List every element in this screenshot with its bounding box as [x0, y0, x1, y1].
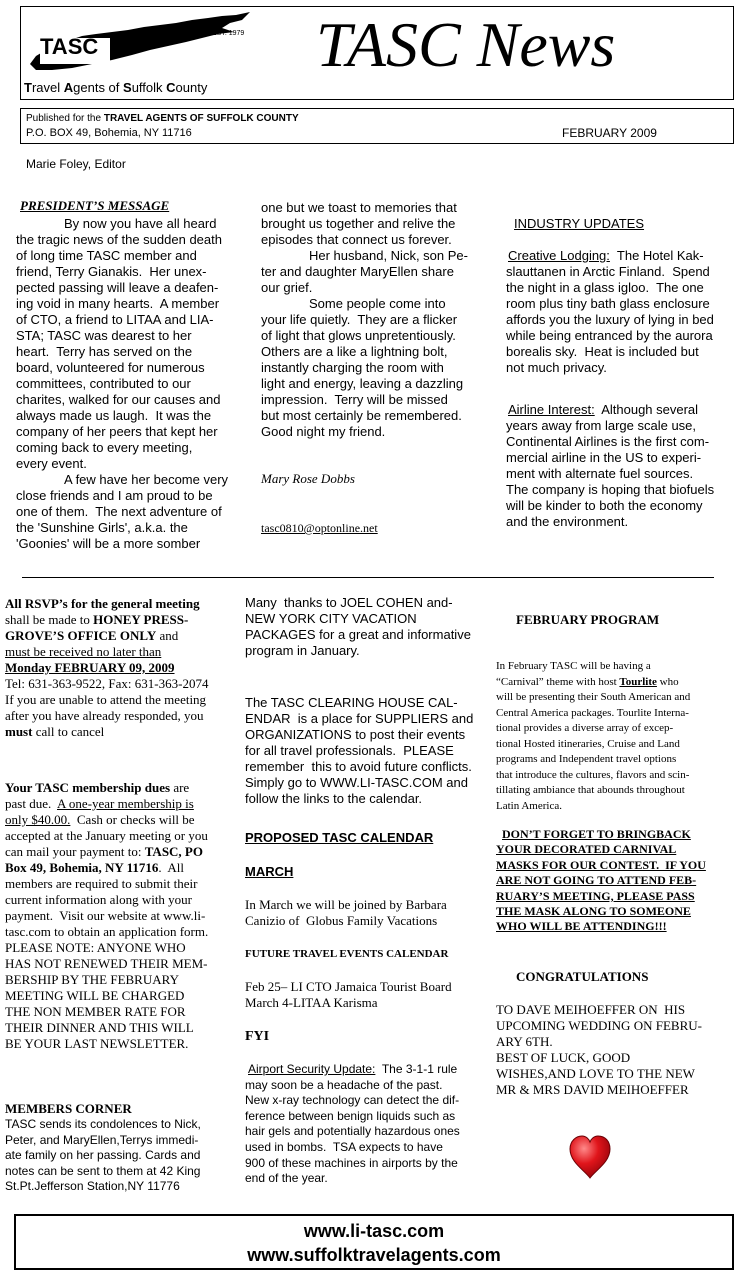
president-email-link[interactable]: tasc0810@optonline.net	[261, 521, 378, 535]
president-p1-line: charites, walked for our causes and	[16, 392, 221, 407]
fyi-heading: FYI	[245, 1029, 270, 1044]
president-p2-line: close friends and I am proud to be	[16, 488, 213, 503]
clearing-house-block: The TASC CLEARING HOUSE CAL- ENDAR is a place for SUPPLIERS and ORGANIZATIONS to post their events for all travel professionals. PLEASE remember this to avoid future conflicts. Simply go to WWW.LI-TASC.COM and follow the links to the calendar.	[245, 695, 474, 806]
march-text: In March we will be joined by Barbara Canizio of Globus Family Vacations	[245, 897, 447, 928]
president-p1-line: company of her peers that kept her	[16, 424, 218, 439]
thanks-block: Many thanks to JOEL COHEN and- NEW YORK CITY VACATION PACKAGES for a great and informative program in January.	[245, 595, 471, 658]
issue-date: FEBRUARY 2009	[562, 126, 657, 140]
president-col2	[261, 200, 493, 440]
members-corner-heading: MEMBERS CORNER	[5, 1101, 132, 1116]
president-p1-line: every event.	[16, 456, 87, 471]
president-p1-line: heart. Terry has served on the	[16, 344, 193, 359]
president-p1-line: friend, Terry Gianakis. Her unex-	[16, 264, 207, 279]
president-p1-line: coming back to every meeting,	[16, 440, 193, 455]
president-c2-line: your life quietly. They are a flicker	[261, 312, 458, 327]
footer-url-1[interactable]: www.li-tasc.com	[303, 1221, 445, 1241]
rsvp-block: All RSVP’s for the general meeting shall be made to HONEY PRESS- GROVE’S OFFICE ONLY and must be received no later than Monday FEBRUARY 09, 2009 Tel: 631-363-9522, Fax: 631-363-2074 If you are unable to attend the meeting after you have already responded, you must call to cancel	[5, 596, 209, 739]
president-p1-line: committees, contributed to our	[16, 376, 191, 391]
president-c2-line: impression. Terry will be missed	[261, 392, 448, 407]
fyi-text: Airport Security Update: The 3-1-1 rule may soon be a headache of the past. New x-ray technology can detect the dif- ference between benign liquids such as hair gels and potentially hazardous ones used in bombs. TSA expects to have 900 of these machines in airports by the end of the year.	[245, 1062, 460, 1186]
president-c2-line: brought us together and relive the	[261, 216, 456, 231]
future-events-heading: FUTURE TRAVEL EVENTS CALENDAR	[245, 948, 449, 960]
president-p2-line: one of them. The next adventure of	[16, 504, 222, 519]
logo-est: EST. 1979	[212, 30, 245, 37]
event-item: March 4-LITAA Karisma	[245, 995, 378, 1010]
president-p1-line: the tragic news of the sudden death	[16, 232, 222, 247]
president-c2-line: Her husband, Nick, son Pe-	[309, 248, 468, 263]
president-heading: PRESIDENT’S MESSAGE	[20, 198, 170, 213]
industry-heading: INDUSTRY UPDATES	[514, 216, 645, 231]
president-c2-line: Some people come into	[309, 296, 446, 311]
march-heading: MARCH	[245, 864, 294, 879]
february-program-heading: FEBRUARY PROGRAM	[516, 612, 660, 627]
president-c2-line: of light that glows unpretentiously.	[261, 328, 456, 343]
february-program-text: In February TASC will be having a “Carnival” theme with host Tourlite who will be presenting their South American and Central America packages. Tourlite Interna- tional provides a diverse array of excep- tional Hosted itineraries, Cruise and Land programs and Independent travel options that introduce the cultures, flavors and scin- tillating ambiance that abounds throughout Latin America.	[496, 660, 691, 812]
president-p1-line: ing void in many hearts. A member	[16, 296, 220, 311]
industry-lodging: Creative Lodging: The Hotel Kak- slauttanen in Arctic Finland. Spend the night in a glass igloo. The one room plus tiny bath glass enclosure affords you the luxury of lying in bed while being entranced by the aurora borealis sky. Heat is included but not much privacy.	[506, 248, 714, 375]
industry-airline: Airline Interest: Although several years away from large scale use, Continental Airlines is the first com- mercial airline in the US to experi- ment with alternate fuel sources. The company is hoping that biofuels will be kinder to both the economy and the environment.	[506, 402, 715, 529]
president-c2-line: light and energy, leaving a dazzling	[261, 376, 464, 391]
future-events-list	[245, 979, 495, 1011]
mask-reminder: DON’T FORGET TO BRINGBACK YOUR DECORATED CARNIVAL MASKS FOR OUR CONTEST. IF YOU ARE NOT GOING TO ATTEND FEB- RUARY’S MEETING, PLEASE PASS THE MASK ALONG TO SOMEONE WHO WILL BE ATTENDING!!!	[496, 827, 706, 934]
airline-label: Airline Interest:	[508, 402, 595, 417]
publisher-address: P.O. BOX 49, Bohemia, NY 11716	[26, 127, 192, 139]
president-p1-line: By now you have all heard	[64, 216, 217, 231]
event-item: Feb 25– LI CTO Jamaica Tourist Board	[245, 979, 452, 994]
president-c2-line: one but we toast to memories that	[261, 200, 457, 215]
org-subtitle: Travel Agents of Suffolk County	[24, 80, 208, 95]
president-c2-line: episodes that connect us forever.	[261, 232, 452, 247]
heart-icon	[568, 1134, 612, 1180]
president-col1	[16, 216, 252, 552]
president-c2-line: our grief.	[261, 280, 313, 295]
president-p1-line: always made us laugh. It was the	[16, 408, 212, 423]
footer-url-2[interactable]: www.suffolktravelagents.com	[247, 1245, 501, 1265]
president-p1-line: board, volunteered for numerous	[16, 360, 205, 375]
president-c2-line: instantly charging the room with	[261, 360, 444, 375]
president-p1-line: pected passing will leave a deafen-	[16, 280, 219, 295]
newsletter-title: TASC News	[316, 9, 616, 80]
published-for: Published for the TRAVEL AGENTS OF SUFFOLK COUNTY	[26, 113, 299, 124]
logo-text: TASC	[40, 34, 99, 59]
president-c2-line: ter and daughter MaryEllen share	[261, 264, 454, 279]
president-c2-line: Others are a like a lightning bolt,	[261, 344, 448, 359]
president-signature: Mary Rose Dobbs	[261, 471, 355, 486]
dues-block: Your TASC membership dues are past due. A one-year membership is only $40.00. Cash or checks will be accepted at the January meeting or you can mail your payment to: TASC, PO Box 49, Bohemia, NY 11716. All members are required to submit their current information along with your payment. Visit our website at www.li- tasc.com to obtain an application form. PLEASE NOTE: ANYONE WHO HAS NOT RENEWED THEIR MEM- BERSHIP BY THE FEBRUARY MEETING WILL BE CHARGED THE NON MEMBER RATE FOR THEIR DINNER AND THIS WILL BE YOUR LAST NEWSLETTER.	[5, 780, 209, 1051]
section-divider	[22, 577, 714, 578]
lodging-label: Creative Lodging:	[508, 248, 610, 263]
fyi-label: Airport Security Update:	[248, 1062, 376, 1076]
president-p2-line: A few have her become very	[64, 472, 229, 487]
president-c2-line: but most certainly be remembered.	[261, 408, 462, 423]
president-p2-line: 'Goonies' will be a more somber	[16, 536, 201, 551]
congrats-heading: CONGRATULATIONS	[516, 969, 649, 984]
congrats-text: TO DAVE MEIHOEFFER ON HIS UPCOMING WEDDING ON FEBRU- ARY 6TH. BEST OF LUCK, GOOD WISHES,AND LOVE TO THE NEW MR & MRS DAVID MEIHOEFFER	[496, 1002, 702, 1097]
calendar-heading: PROPOSED TASC CALENDAR	[245, 830, 434, 845]
president-p1-line: of CTO, a friend to LITAA and LIA-	[16, 312, 214, 327]
president-p1-line: STA; TASC was dearest to her	[16, 328, 192, 343]
editor-credit: Marie Foley, Editor	[26, 157, 126, 171]
president-p1-line: of long time TASC member and	[16, 248, 197, 263]
members-corner-text: TASC sends its condolences to Nick, Peter, and MaryEllen,Terrys immedi- ate family on her passing. Cards and notes can be sent to them at 42 King St.Pt.Jefferson Station,NY 11776	[5, 1117, 201, 1194]
president-c2-line: Good night my friend.	[261, 424, 386, 439]
president-p2-line: the 'Sunshine Girls', a.k.a. the	[16, 520, 188, 535]
